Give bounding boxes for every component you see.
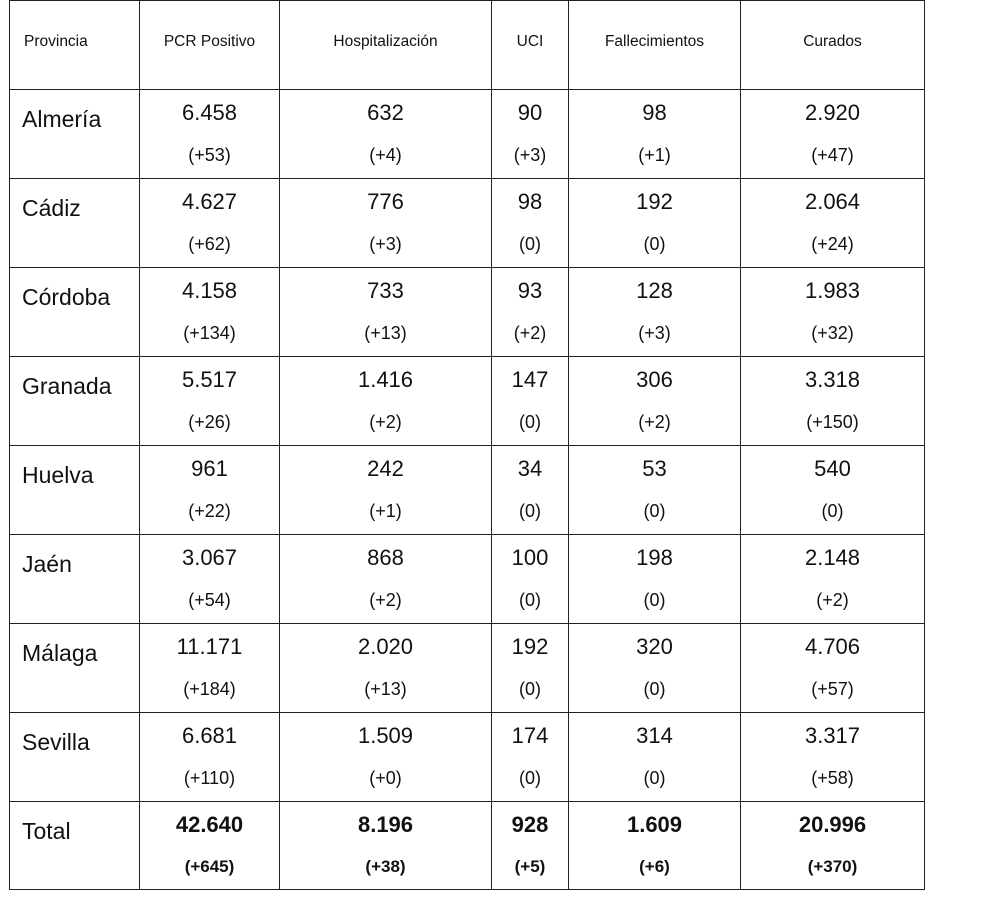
province-name: Córdoba — [10, 268, 140, 357]
delta: (+645) — [184, 857, 235, 876]
pcr-cell — [140, 90, 280, 179]
uci-cell — [492, 802, 569, 890]
table-row — [10, 179, 925, 268]
value: 1.609 — [626, 812, 683, 837]
fallecimientos-cell — [569, 90, 741, 179]
value: 192 — [636, 189, 673, 214]
delta: (+184) — [183, 679, 236, 699]
delta: (+13) — [364, 323, 407, 343]
header-curados: Curados — [741, 1, 925, 90]
delta: (+38) — [365, 857, 406, 876]
value: 5.517 — [181, 367, 238, 392]
province-name: Granada — [10, 357, 140, 446]
covid-province-table — [9, 0, 925, 890]
delta: (+32) — [811, 323, 854, 343]
delta: (+26) — [188, 412, 231, 432]
value: 928 — [511, 812, 549, 837]
table-row — [10, 446, 925, 535]
delta: (0) — [519, 501, 541, 521]
fallecimientos-cell — [569, 268, 741, 357]
delta: (+13) — [364, 679, 407, 699]
value: 34 — [517, 456, 543, 481]
table-row — [10, 713, 925, 802]
delta: (0) — [643, 679, 666, 699]
delta: (+57) — [811, 679, 854, 699]
uci-cell — [492, 446, 569, 535]
hosp-cell — [280, 713, 492, 802]
value: 1.509 — [357, 723, 414, 748]
value: 128 — [636, 278, 673, 303]
province-name: Almería — [10, 90, 140, 179]
delta: (+150) — [806, 412, 859, 432]
delta: (+22) — [188, 501, 231, 521]
pcr-cell — [140, 713, 280, 802]
pcr-cell — [140, 446, 280, 535]
table-row — [10, 624, 925, 713]
uci-cell — [492, 624, 569, 713]
value: 2.020 — [357, 634, 414, 659]
delta: (+2) — [369, 412, 402, 432]
delta: (+53) — [188, 145, 231, 165]
value: 320 — [636, 634, 673, 659]
uci-cell — [492, 90, 569, 179]
table-row — [10, 90, 925, 179]
uci-cell — [492, 357, 569, 446]
delta: (0) — [821, 501, 844, 521]
value: 20.996 — [798, 812, 867, 837]
value: 3.067 — [181, 545, 238, 570]
delta: (+58) — [811, 768, 854, 788]
delta: (+1) — [369, 501, 402, 521]
curados-cell — [741, 624, 925, 713]
pcr-cell — [140, 535, 280, 624]
delta: (+24) — [811, 234, 854, 254]
hosp-cell — [280, 802, 492, 890]
value: 98 — [642, 100, 667, 125]
uci-cell — [492, 713, 569, 802]
delta: (+47) — [811, 145, 854, 165]
curados-cell — [741, 713, 925, 802]
value: 314 — [636, 723, 673, 748]
table-row — [10, 357, 925, 446]
hosp-cell — [280, 179, 492, 268]
uci-cell — [492, 179, 569, 268]
delta: (0) — [643, 501, 666, 521]
fallecimientos-cell — [569, 535, 741, 624]
curados-cell — [741, 535, 925, 624]
pcr-cell — [140, 357, 280, 446]
hosp-cell — [280, 446, 492, 535]
delta: (0) — [519, 234, 541, 254]
hosp-cell — [280, 90, 492, 179]
header-uci: UCI — [492, 1, 569, 90]
table-row — [10, 535, 925, 624]
value: 11.171 — [176, 634, 243, 659]
province-name: Jaén — [10, 535, 140, 624]
value: 961 — [191, 456, 228, 481]
value: 2.064 — [804, 189, 861, 214]
delta: (+2) — [816, 590, 849, 610]
delta: (+110) — [183, 768, 236, 788]
delta: (+3) — [369, 234, 402, 254]
value: 192 — [511, 634, 549, 659]
hosp-cell — [280, 535, 492, 624]
fallecimientos-cell — [569, 624, 741, 713]
header-hospitalizacion: Hospitalización — [280, 1, 492, 90]
value: 90 — [517, 100, 543, 125]
delta: (+6) — [639, 857, 670, 876]
curados-cell — [741, 446, 925, 535]
pcr-cell — [140, 179, 280, 268]
delta: (+62) — [188, 234, 231, 254]
header-fallecimientos: Fallecimientos — [569, 1, 741, 90]
delta: (+54) — [188, 590, 231, 610]
pcr-cell — [140, 624, 280, 713]
header-row — [10, 1, 925, 90]
value: 306 — [636, 367, 673, 392]
value: 1.983 — [804, 278, 861, 303]
delta: (+4) — [369, 145, 402, 165]
uci-cell — [492, 535, 569, 624]
table-container — [9, 0, 925, 890]
delta: (0) — [519, 590, 541, 610]
hosp-cell — [280, 268, 492, 357]
value: 1.416 — [357, 367, 414, 392]
value: 4.706 — [804, 634, 861, 659]
delta: (+2) — [638, 412, 671, 432]
delta: (0) — [643, 768, 666, 788]
delta: (0) — [643, 590, 666, 610]
delta: (+3) — [513, 145, 547, 165]
total-label: Total — [10, 802, 140, 890]
value: 3.318 — [804, 367, 861, 392]
delta: (0) — [519, 679, 541, 699]
delta: (+2) — [513, 323, 547, 343]
value: 4.158 — [181, 278, 238, 303]
curados-cell — [741, 90, 925, 179]
hosp-cell — [280, 357, 492, 446]
value: 174 — [511, 723, 549, 748]
pcr-cell — [140, 268, 280, 357]
curados-cell — [741, 357, 925, 446]
province-name: Huelva — [10, 446, 140, 535]
delta: (+134) — [183, 323, 236, 343]
delta: (0) — [519, 768, 541, 788]
delta: (+2) — [369, 590, 402, 610]
fallecimientos-cell — [569, 713, 741, 802]
fallecimientos-cell — [569, 446, 741, 535]
table-row — [10, 268, 925, 357]
value: 2.148 — [804, 545, 861, 570]
fallecimientos-cell — [569, 802, 741, 890]
hosp-cell — [280, 624, 492, 713]
curados-cell — [741, 179, 925, 268]
delta: (0) — [643, 234, 666, 254]
value: 100 — [511, 545, 549, 570]
value: 98 — [517, 189, 543, 214]
value: 6.458 — [181, 100, 238, 125]
value: 8.196 — [357, 812, 414, 837]
value: 198 — [636, 545, 673, 570]
fallecimientos-cell — [569, 179, 741, 268]
delta: (+1) — [638, 145, 671, 165]
delta: (+0) — [369, 768, 402, 788]
province-name: Cádiz — [10, 179, 140, 268]
value: 93 — [517, 278, 543, 303]
value: 776 — [367, 189, 404, 214]
province-name: Sevilla — [10, 713, 140, 802]
total-row — [10, 802, 925, 890]
delta: (+370) — [807, 857, 858, 876]
fallecimientos-cell — [569, 357, 741, 446]
delta: (+3) — [638, 323, 671, 343]
curados-cell — [741, 802, 925, 890]
value: 6.681 — [181, 723, 238, 748]
value: 540 — [814, 456, 851, 481]
value: 242 — [367, 456, 404, 481]
delta: (0) — [519, 412, 541, 432]
header-pcr-positivo: PCR Positivo — [140, 1, 280, 90]
uci-cell — [492, 268, 569, 357]
value: 53 — [642, 456, 667, 481]
value: 2.920 — [804, 100, 861, 125]
value: 632 — [367, 100, 404, 125]
header-provincia: Provincia — [10, 1, 140, 90]
value: 42.640 — [175, 812, 244, 837]
province-name: Málaga — [10, 624, 140, 713]
delta: (+5) — [514, 857, 546, 876]
value: 4.627 — [181, 189, 238, 214]
value: 3.317 — [804, 723, 861, 748]
pcr-cell — [140, 802, 280, 890]
value: 868 — [367, 545, 404, 570]
value: 147 — [511, 367, 549, 392]
curados-cell — [741, 268, 925, 357]
value: 733 — [367, 278, 404, 303]
